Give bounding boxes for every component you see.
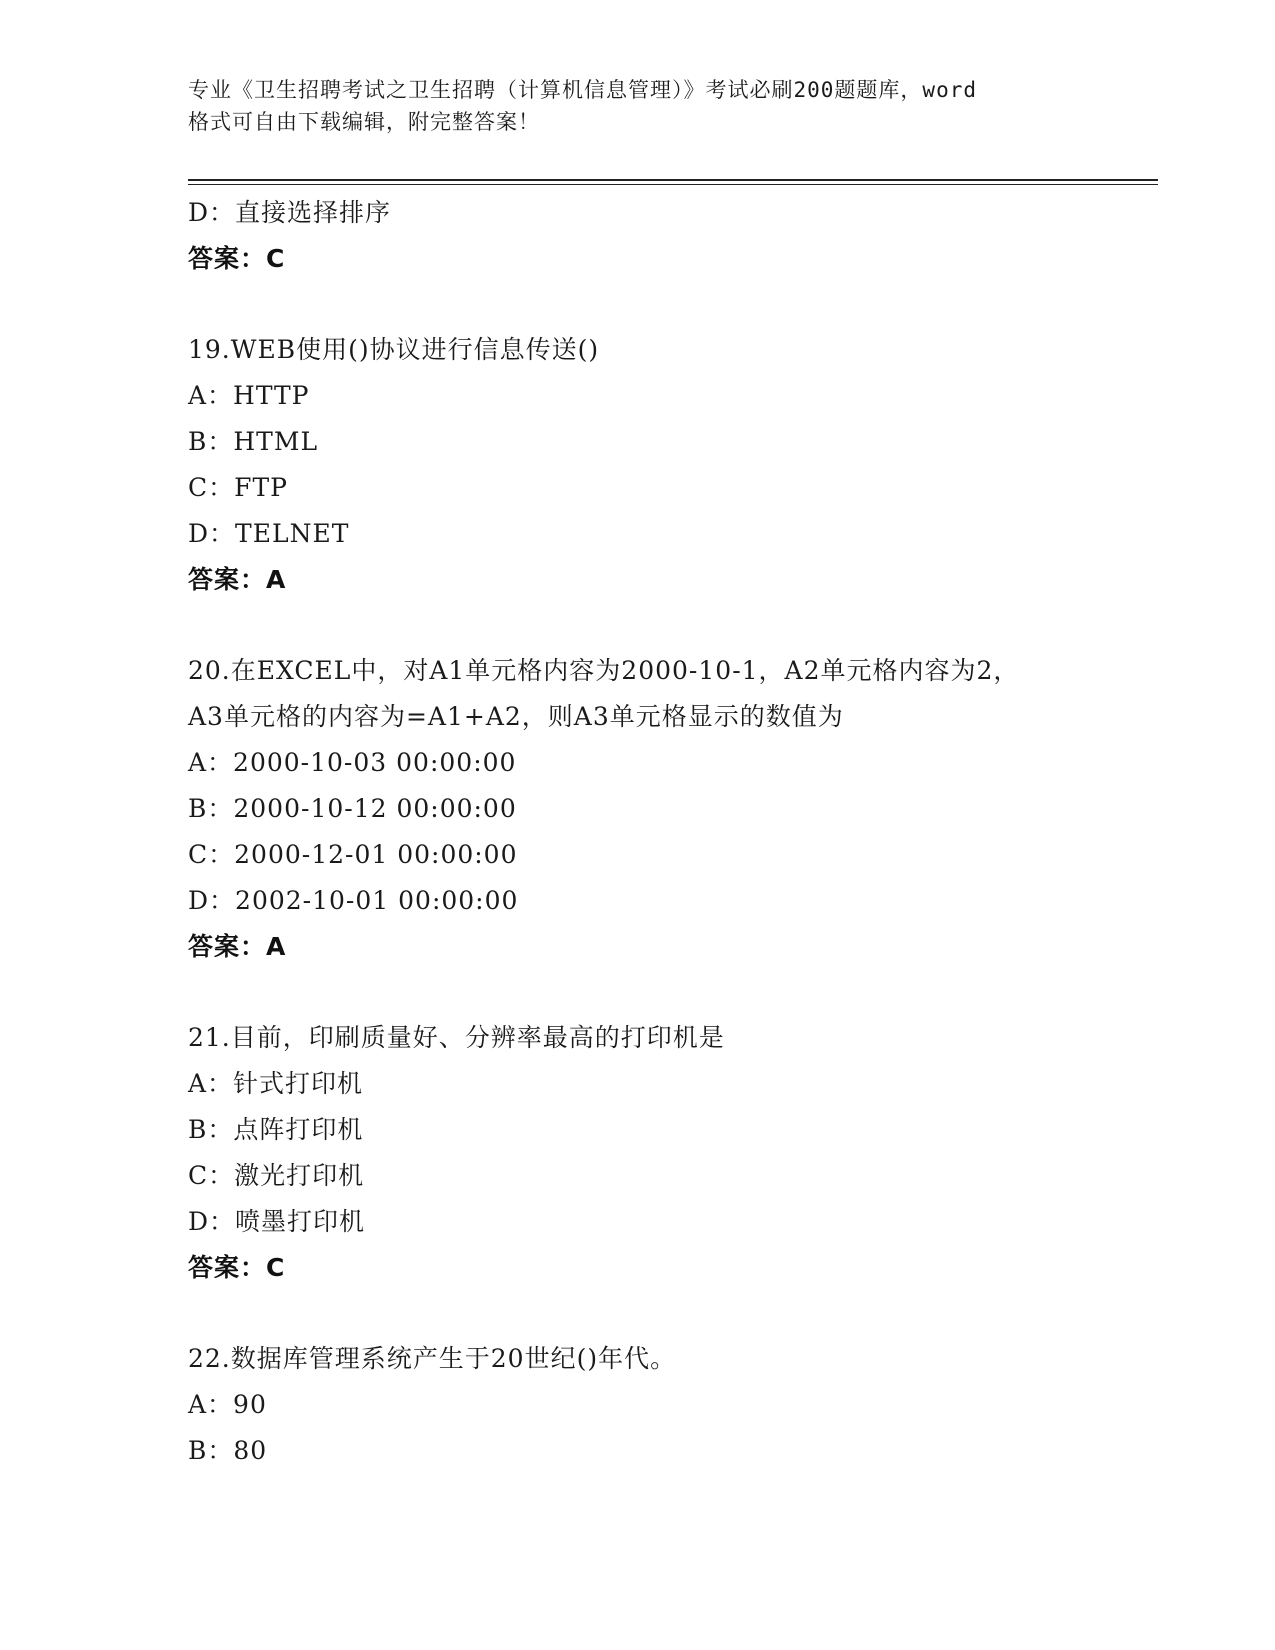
- option-b: B：HTML: [188, 427, 319, 456]
- question-stem: 19.WEB使用()协议进行信息传送(): [188, 335, 600, 364]
- question-stem: 22.数据库管理系统产生于20世纪()年代。: [188, 1344, 677, 1373]
- answer-line: 答案：A: [188, 565, 287, 594]
- question-block-20: [188, 648, 1158, 970]
- question-stem: 21.目前，印刷质量好、分辨率最高的打印机是: [188, 1023, 725, 1052]
- header-divider-thin: [188, 184, 1158, 185]
- question-block-22: [188, 1336, 1158, 1474]
- answer-line: 答案：C: [188, 244, 286, 273]
- option-d: D：直接选择排序: [188, 198, 392, 227]
- question-stem-continued: A3单元格的内容为=A1+A2，则A3单元格显示的数值为: [188, 702, 844, 731]
- question-gap: [188, 603, 1158, 648]
- question-gap: [188, 1291, 1158, 1336]
- option-d: D：2002-10-01 00:00:00: [188, 886, 519, 915]
- option-b: B：2000-10-12 00:00:00: [188, 794, 517, 823]
- option-a: A：90: [188, 1390, 267, 1419]
- option-d: D：喷墨打印机: [188, 1207, 366, 1236]
- option-c: C：2000-12-01 00:00:00: [188, 840, 518, 869]
- header-line-2: 格式可自由下载编辑，附完整答案！: [188, 110, 540, 134]
- question-gap: [188, 970, 1158, 1015]
- document-header: [188, 74, 1088, 138]
- answer-line: 答案：A: [188, 932, 287, 961]
- question-stem: 20.在EXCEL中，对A1单元格内容为2000-10-1，A2单元格内容为2，: [188, 656, 1020, 685]
- header-line-1: 专业《卫生招聘考试之卫生招聘（计算机信息管理）》考试必刷200题题库，word: [188, 78, 977, 102]
- question-list: [188, 190, 1158, 1474]
- option-a: A：2000-10-03 00:00:00: [188, 748, 517, 777]
- question-block-partial: [188, 190, 1158, 282]
- option-c: C：激光打印机: [188, 1161, 365, 1190]
- option-b: B：点阵打印机: [188, 1115, 364, 1144]
- option-d: D：TELNET: [188, 519, 350, 548]
- option-a: A：针式打印机: [188, 1069, 364, 1098]
- option-a: A：HTTP: [188, 381, 310, 410]
- option-b: B：80: [188, 1436, 268, 1465]
- question-gap: [188, 282, 1158, 327]
- header-divider-thick: [188, 179, 1158, 181]
- option-c: C：FTP: [188, 473, 288, 502]
- answer-line: 答案：C: [188, 1253, 286, 1282]
- question-block-19: [188, 327, 1158, 603]
- question-block-21: [188, 1015, 1158, 1291]
